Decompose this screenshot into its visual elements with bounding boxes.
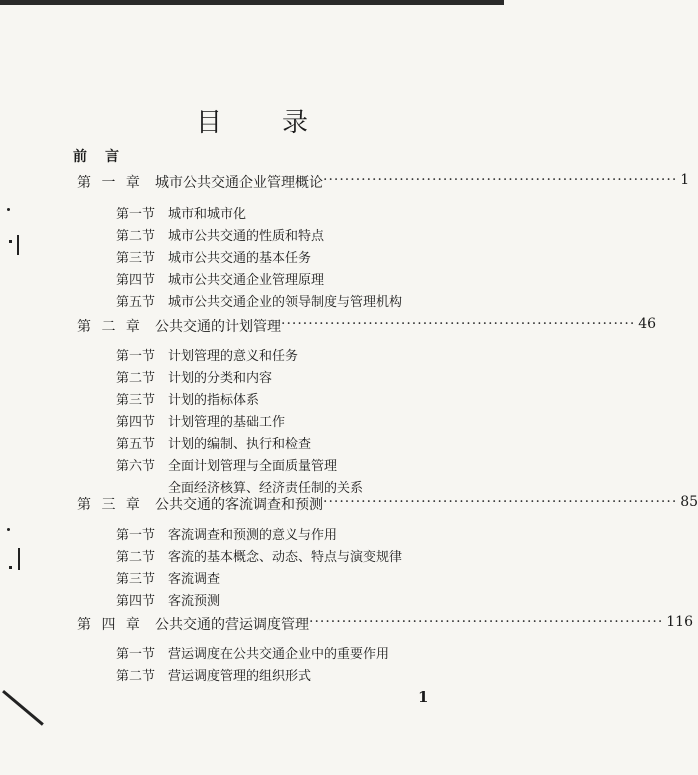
- dot-leader: ·································································: [309, 614, 664, 630]
- chapter-page: 116: [666, 614, 693, 630]
- section-title: 计划管理的意义和任务: [168, 349, 299, 364]
- chapter-title: 城市公共交通企业管理概论: [155, 175, 323, 191]
- scan-mark: [18, 548, 20, 570]
- section-title: 计划的指标体系: [168, 393, 260, 408]
- scan-speck: [7, 208, 10, 211]
- chapter-1-row: [77, 172, 690, 192]
- section-number: 第一节: [116, 528, 156, 543]
- section-title: 营运调度在公共交通企业中的重要作用: [168, 647, 390, 662]
- chapter-page: 85: [680, 494, 698, 510]
- chapter-2-row: [77, 316, 657, 336]
- section-title: 客流预测: [168, 594, 221, 609]
- scan-stroke: [2, 690, 44, 726]
- section-continuation: 全面经济核算、经济责任制的关系: [168, 481, 364, 496]
- section-row: [116, 524, 337, 543]
- section-number: 第二节: [116, 371, 156, 386]
- chapter-number: 第 四 章: [77, 617, 143, 633]
- page-title: 目录: [195, 108, 368, 138]
- section-row: [116, 389, 259, 408]
- section-number: 第三节: [116, 251, 156, 266]
- section-title: 客流的基本概念、动态、特点与演变规律: [168, 550, 403, 565]
- dot-leader: ·································································: [281, 316, 636, 332]
- top-edge-shadow: [0, 0, 504, 5]
- section-title: 客流调查和预测的意义与作用: [168, 528, 338, 543]
- section-title: 城市公共交通企业管理原理: [168, 273, 325, 288]
- chapter-title: 公共交通的计划管理: [155, 319, 281, 335]
- section-number: 第三节: [116, 572, 156, 587]
- section-row: [116, 546, 402, 565]
- preface-heading: 前言: [73, 149, 137, 165]
- section-title: 计划管理的基础工作: [168, 415, 286, 430]
- section-number: 第四节: [116, 273, 156, 288]
- dot-leader: ·································································: [323, 494, 678, 510]
- section-title: 营运调度管理的组织形式: [168, 669, 312, 684]
- dot-leader: ·································································: [323, 172, 678, 188]
- section-number: 第二节: [116, 229, 156, 244]
- section-title: 城市和城市化: [168, 207, 247, 222]
- scan-mark: [17, 235, 19, 255]
- section-title: 计划的分类和内容: [168, 371, 273, 386]
- chapter-3-row: [77, 494, 698, 514]
- page-number: 1: [418, 688, 429, 706]
- section-number: 第二节: [116, 550, 156, 565]
- section-row: [116, 643, 389, 662]
- section-number: 第四节: [116, 594, 156, 609]
- chapter-4-row: [77, 614, 693, 634]
- section-row: [116, 225, 324, 244]
- section-row: [116, 433, 311, 452]
- chapter-number: 第 三 章: [77, 497, 143, 513]
- section-title: 全面计划管理与全面质量管理: [168, 459, 338, 474]
- section-number: 第一节: [116, 647, 156, 662]
- section-row: [116, 455, 337, 474]
- scan-speck: [9, 566, 12, 569]
- chapter-number: 第 二 章: [77, 319, 143, 335]
- section-title: 城市公共交通的性质和特点: [168, 229, 325, 244]
- section-number: 第五节: [116, 437, 156, 452]
- section-row: [116, 203, 246, 222]
- scan-speck: [9, 240, 12, 243]
- section-row: [116, 568, 220, 587]
- section-number: 第三节: [116, 393, 156, 408]
- chapter-page: 1: [680, 172, 690, 188]
- section-number: 第一节: [116, 207, 156, 222]
- section-number: 第五节: [116, 295, 156, 310]
- section-row: [116, 590, 220, 609]
- section-row: [116, 367, 272, 386]
- chapter-title: 公共交通的客流调查和预测: [155, 497, 323, 513]
- section-row: [116, 411, 285, 430]
- section-row: [116, 665, 311, 684]
- chapter-page: 46: [638, 316, 657, 332]
- scan-speck: [7, 528, 10, 531]
- section-row: [116, 345, 298, 364]
- section-number: 第六节: [116, 459, 156, 474]
- section-row: [116, 269, 324, 288]
- chapter-title: 公共交通的营运调度管理: [155, 617, 309, 633]
- section-row: [116, 291, 402, 310]
- section-title: 城市公共交通的基本任务: [168, 251, 312, 266]
- section-title: 计划的编制、执行和检查: [168, 437, 312, 452]
- section-number: 第四节: [116, 415, 156, 430]
- section-number: 第一节: [116, 349, 156, 364]
- section-number: 第二节: [116, 669, 156, 684]
- section-row: [116, 247, 311, 266]
- section-title: 城市公共交通企业的领导制度与管理机构: [168, 295, 403, 310]
- chapter-number: 第 一 章: [77, 175, 143, 191]
- section-title: 客流调查: [168, 572, 221, 587]
